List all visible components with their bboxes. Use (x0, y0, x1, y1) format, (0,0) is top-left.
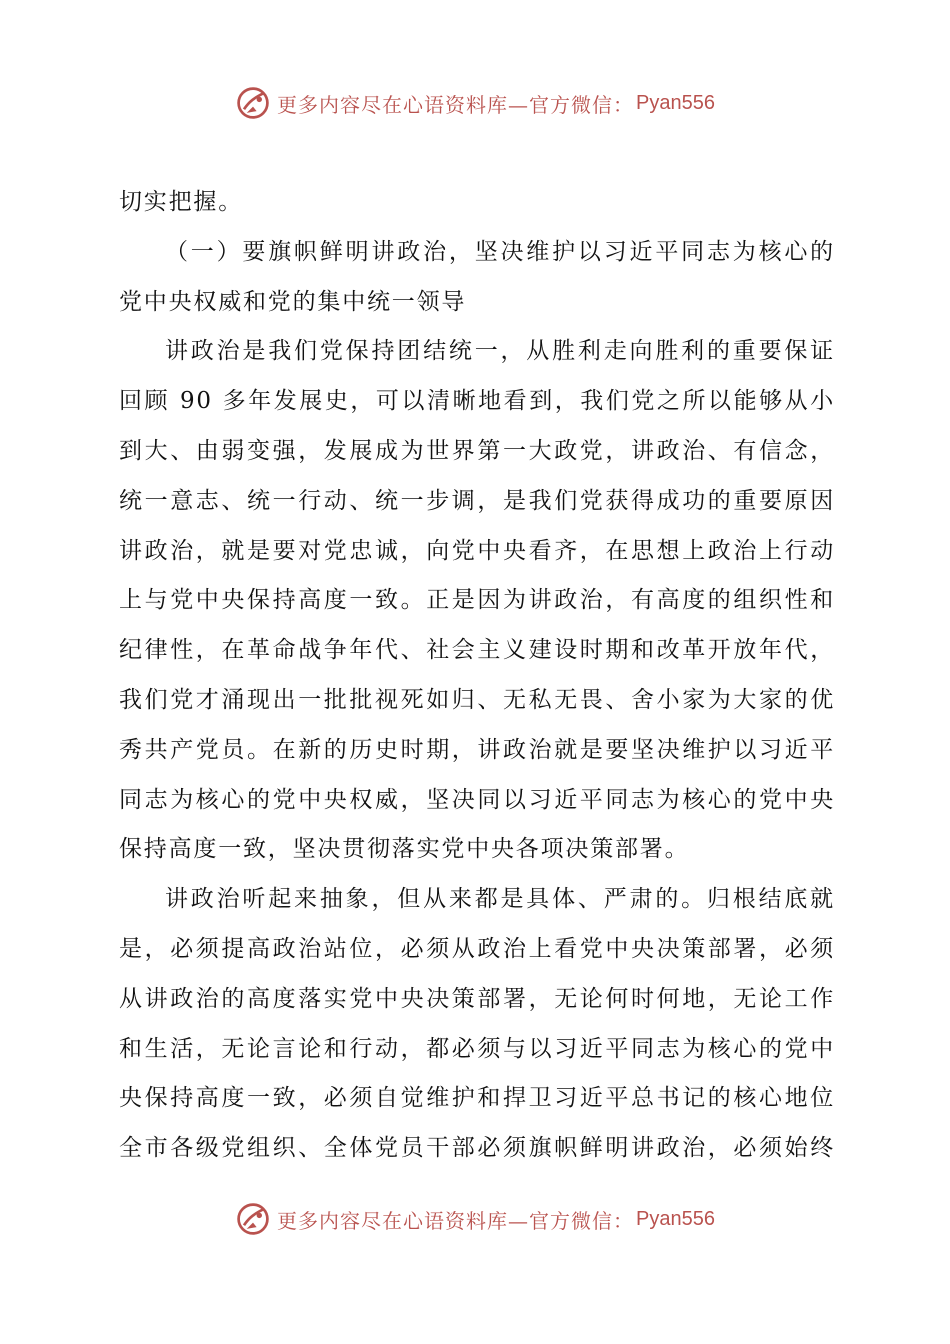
text-line: 回顾 90 多年发展史，可以清晰地看到，我们党之所以能够从小 (119, 388, 835, 415)
watermark-wechat-id: Pyan556 (636, 1207, 715, 1230)
section-heading-cont (119, 278, 835, 328)
text-line: 统一意志、统一行动、统一步调，是我们党获得成功的重要原因 (119, 487, 835, 514)
text-line: 讲政治，就是要对党忠诚，向党中央看齐，在思想上政治上行动 (119, 537, 835, 564)
watermark-text: 更多内容尽在心语资料库—官方微信： (277, 92, 635, 117)
text-line: 到大、由弱变强，发展成为世界第一大政党，讲政治、有信念， (119, 437, 835, 464)
text-line: 秀共产党员。在新的历史时期，讲政治就是要坚决维护以习近平 (119, 736, 835, 763)
watermark-text: 更多内容尽在心语资料库—官方微信： (277, 1208, 635, 1233)
text-line: 纪律性，在革命战争年代、社会主义建设时期和改革开放年代， (119, 637, 835, 664)
text-line: 我们党才涌现出一批批视死如归、无私无畏、舍小家为大家的优 (119, 686, 835, 713)
paragraph-1-line (119, 477, 835, 527)
seal-logo-icon (235, 1201, 271, 1237)
watermark-header (0, 83, 950, 123)
paragraph-1-line-1 (119, 327, 835, 377)
paragraph-1-line (119, 427, 835, 477)
text-line: 切实把握。 (119, 189, 243, 215)
text-line: 央保持高度一致，必须自觉维护和捍卫习近平总书记的核心地位 (119, 1085, 835, 1112)
paragraph-1-line (119, 825, 835, 875)
paragraph-2-line (119, 925, 835, 975)
watermark-footer (0, 1199, 950, 1239)
text-line: 上与党中央保持高度一致。正是因为讲政治，有高度的组织性和 (119, 587, 835, 614)
section-heading (119, 228, 835, 278)
paragraph-1-line (119, 576, 835, 626)
watermark-wechat-id: Pyan556 (636, 91, 715, 114)
paragraph-fragment (119, 178, 835, 228)
text-line: （一）要旗帜鲜明讲政治，坚决维护以习近平同志为核心的 (165, 238, 835, 265)
paragraph-2-line (119, 1025, 835, 1075)
seal-logo-icon (235, 85, 271, 121)
paragraph-2-line (119, 1074, 835, 1124)
text-line: 讲政治听起来抽象，但从来都是具体、严肃的。归根结底就 (165, 886, 835, 913)
paragraph-1-line (119, 776, 835, 826)
paragraph-1-line (119, 527, 835, 577)
text-line: 从讲政治的高度落实党中央决策部署，无论何时何地，无论工作 (119, 985, 835, 1012)
paragraph-2-line (119, 1124, 835, 1174)
paragraph-2-line-1 (119, 875, 835, 925)
text-line: 党中央权威和党的集中统一领导 (119, 288, 467, 315)
text-line: 全市各级党组织、全体党员干部必须旗帜鲜明讲政治，必须始终 (119, 1135, 835, 1162)
text-line: 讲政治是我们党保持团结统一，从胜利走向胜利的重要保证 (165, 338, 835, 365)
text-line: 是，必须提高政治站位，必须从政治上看党中央决策部署，必须 (119, 935, 835, 962)
paragraph-1-line (119, 377, 835, 427)
paragraph-1-line (119, 676, 835, 726)
text-line: 和生活，无论言论和行动，都必须与以习近平同志为核心的党中 (119, 1035, 835, 1062)
paragraph-1-line (119, 726, 835, 776)
paragraph-2-line (119, 975, 835, 1025)
paragraph-1-line (119, 626, 835, 676)
text-line: 同志为核心的党中央权威，坚决同以习近平同志为核心的党中央 (119, 786, 835, 813)
document-body (119, 178, 835, 1174)
text-line: 保持高度一致，坚决贯彻落实党中央各项决策部署。 (119, 836, 690, 863)
